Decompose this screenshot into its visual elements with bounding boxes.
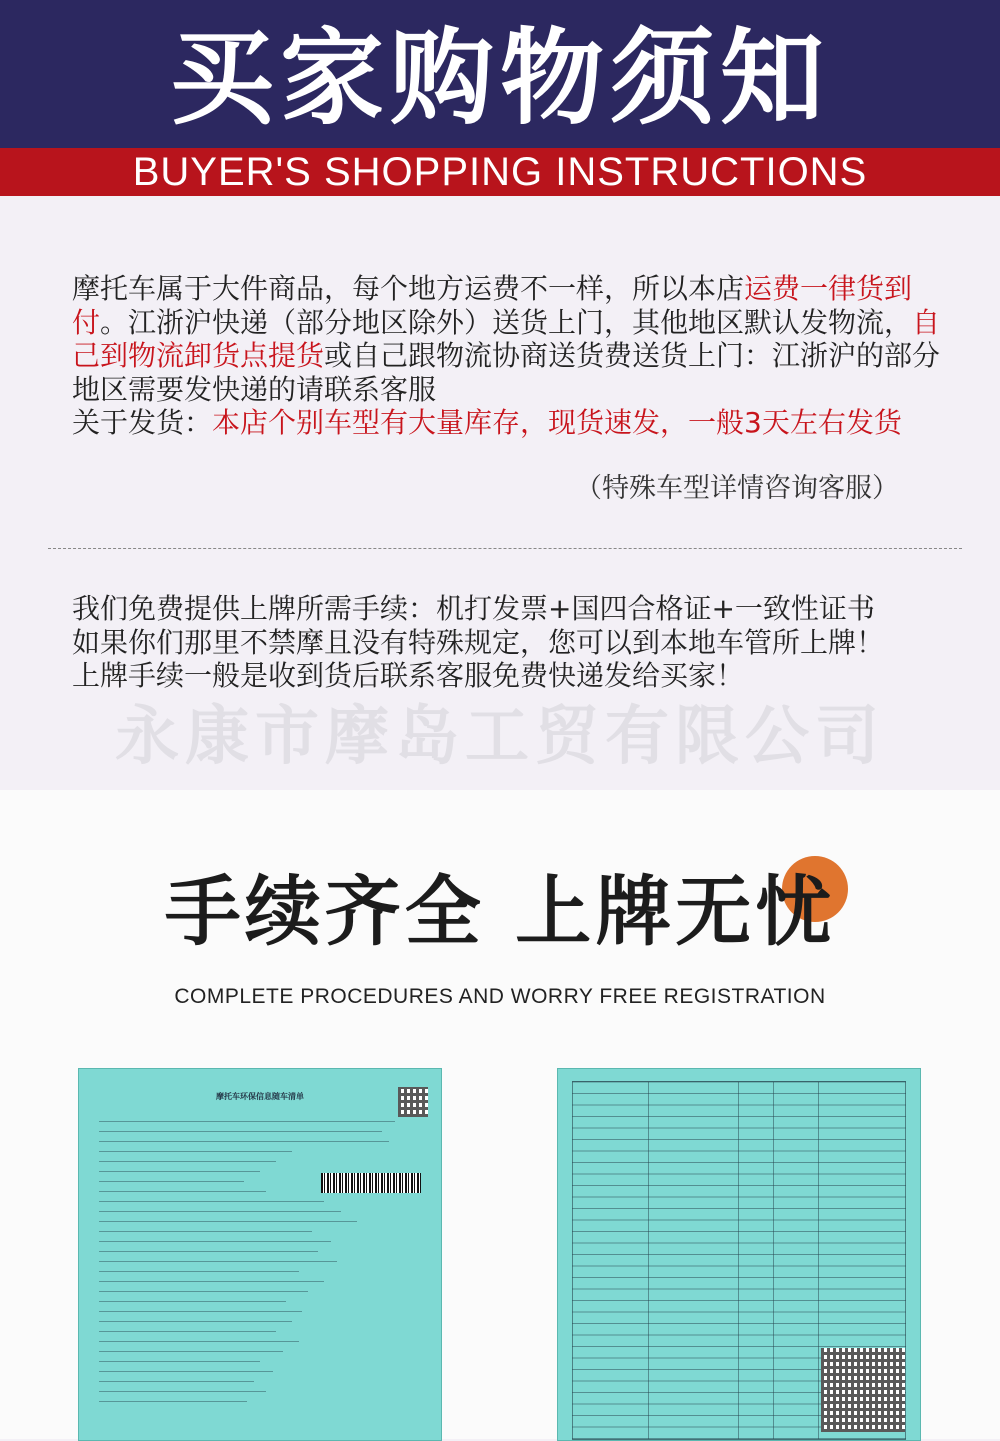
qr-code-icon bbox=[821, 1348, 905, 1432]
environmental-info-document bbox=[78, 1068, 442, 1441]
notice-highlight: 运费一律货到付 bbox=[72, 272, 913, 339]
page-title: 买家购物须知 bbox=[169, 17, 830, 139]
document-title: 摩托车环保信息随车清单 bbox=[216, 1092, 304, 1101]
document-body bbox=[93, 1081, 427, 1440]
license-line: 上牌手续一般是收到货后联系客服免费快递发给买家！ bbox=[72, 659, 745, 692]
notice-text: 关于发货： bbox=[72, 406, 213, 439]
document-text-lines bbox=[99, 1121, 421, 1411]
section-title: 手续齐全 上牌无忧 bbox=[164, 867, 836, 956]
notice-highlight: 本店个别车型有大量库存，现货速发，一般3天左右发货 bbox=[212, 406, 902, 439]
shipping-notice bbox=[72, 272, 952, 440]
license-line: 如果你们那里不禁摩且没有特殊规定，您可以到本地车管所上牌！ bbox=[72, 625, 885, 659]
special-model-note: （特殊车型详情咨询客服） bbox=[575, 473, 899, 504]
license-line: 我们免费提供上牌所需手续：机打发票+国四合格证+一致性证书 bbox=[72, 592, 875, 625]
delivery-paragraph bbox=[72, 406, 952, 440]
notice-text: 或自己跟物流协商送货费送货上门：江浙沪的部分地区需要发快递的请联系客服 bbox=[72, 339, 941, 406]
notice-text: 。江浙沪快递（部分地区除外）送货上门，其他地区默认发物流， bbox=[100, 305, 913, 339]
qr-code-icon bbox=[398, 1087, 428, 1117]
license-info bbox=[72, 592, 972, 693]
section-subtitle: COMPLETE PROCEDURES AND WORRY FREE REGISTRATION bbox=[174, 985, 826, 1008]
vehicle-conformity-certificate bbox=[557, 1068, 921, 1441]
company-watermark: 永康市摩岛工贸有限公司 bbox=[115, 700, 885, 774]
notice-text: 摩托车属于大件商品，每个地方运费不一样，所以本店 bbox=[72, 272, 745, 305]
page-subtitle: BUYER'S SHOPPING INSTRUCTIONS bbox=[132, 150, 868, 194]
shipping-paragraph bbox=[72, 272, 952, 406]
notice-highlight: 自己到物流卸货点提货 bbox=[72, 305, 941, 372]
certificate-table bbox=[572, 1081, 906, 1440]
dashed-divider bbox=[48, 548, 962, 549]
